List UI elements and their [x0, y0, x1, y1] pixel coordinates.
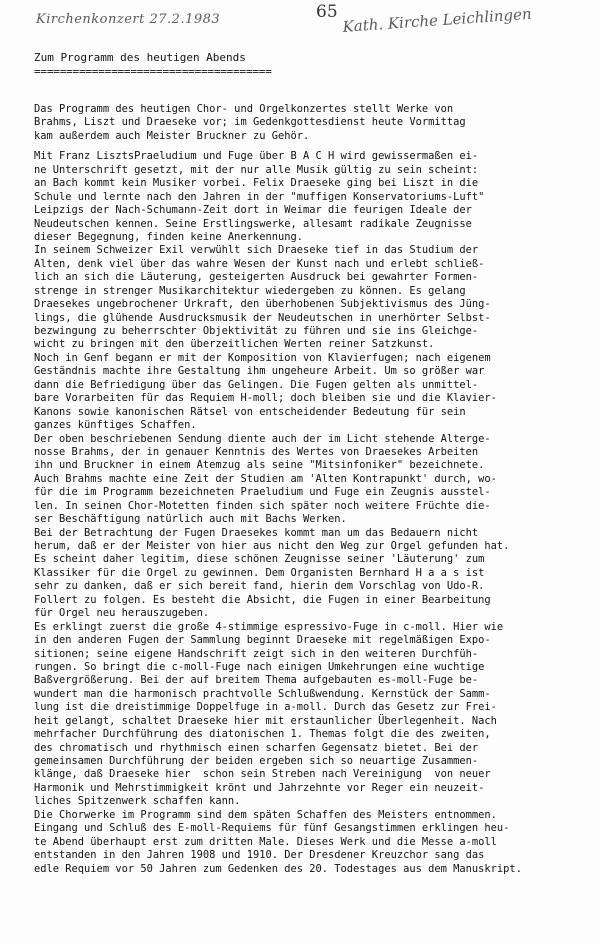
- text-line: Es erklingt zuerst die große 4-stimmige espressivo-Fuge in c-moll. Hier wie: [34, 620, 504, 633]
- paragraph-gap: [34, 143, 594, 150]
- text-line: sehr zu danken, daß er sich bereit fand, hierin dem Vorschlag von Udo-R.: [34, 580, 485, 593]
- text-line: wundert man die harmonisch prachtvolle Schlußwendung. Kernstück der Samm-: [34, 687, 491, 700]
- text-line: für Orgel neu herauszugeben.: [34, 607, 210, 620]
- text-line: Auch Brahms machte eine Zeit der Studien am 'Alten Kontrapunkt' durch, wo-: [34, 472, 497, 485]
- text-line: dann die Befriedigung über das Gelingen. Die Fugen gelten als unmittel-: [34, 378, 479, 391]
- text-line: Bei der Betrachtung der Fugen Draesekes kommt man um das Bedauern nicht: [34, 526, 479, 539]
- text-line: für die im Programm bezeichneten Praeludium und Fuge ein Zeugnis ausstel-: [34, 486, 491, 499]
- text-line: rungen. So bringt die c-moll-Fuge nach einigen Umkehrungen eine wuchtige: [34, 660, 485, 673]
- text-line: ganzes künftiges Schaffen.: [34, 419, 197, 432]
- text-line: Das Programm des heutigen Chor- und Orgelkonzertes stellt Werke von: [34, 103, 454, 115]
- text-line: Harmonik und Mehrstimmigkeit krönt und Jahrzehnte vor Reger ein neuzeit-: [34, 781, 485, 794]
- text-line: lich an sich die Läuterung, gesteigerten Ausdruck bei gewahrter Formen-: [34, 271, 479, 284]
- text-line: Kanons sowie kanonischen Rätsel von entscheidender Bedeutung für sein: [34, 405, 466, 418]
- text-line: Eingang und Schluß des E-moll-Requiems für fünf Gesangstimmen erklingen heu-: [34, 822, 510, 835]
- text-line: bare Vorarbeiten für das Requiem H-moll; doch bleiben sie und die Klavier-: [34, 392, 497, 405]
- text-line: entstanden in den Jahren 1908 und 1910. Der Dresdener Kreuzchor sang das: [34, 849, 485, 862]
- document-body: [34, 103, 594, 876]
- text-line: in den anderen Fugen der Sammlung beginnt Draeseke mit regelmäßigen Expo-: [34, 634, 491, 647]
- text-line: Alten, denk viel über das wahre Wesen der Kunst nach und erlebt schließ-: [34, 257, 485, 270]
- text-line: Es scheint daher legitim, diese schönen Zeugnisse seiner 'Läuterung' zum: [34, 553, 485, 566]
- text-line: Geständnis machte ihre Gestaltung ihm ungeheure Arbeit. Um so größer war: [34, 365, 485, 378]
- text-line: heit gelangt, schaltet Draeseke hier mit erstaunlicher Überlegenheit. Nach: [34, 714, 497, 727]
- text-line: liches Spitzenwerk schaffen kann.: [34, 795, 241, 808]
- text-line: Klassiker für die Orgel zu gewinnen. Dem Organisten Bernhard H a a s ist: [34, 566, 485, 579]
- text-line: Leipzigs der Nach-Schumann-Zeit dort in Weimar die feurigen Ideale der: [34, 204, 472, 217]
- text-line: Neudeutschen kennen. Seine Erstlingswerke, allesamt radikale Zeugnisse: [34, 217, 472, 230]
- text-line: Schule und lernte nach den Jahren in der "muffigen Konservatoriums-Luft": [34, 190, 485, 203]
- text-line: te Abend überhaupt erst zum dritten Male. Dieses Werk und die Messe a-moll: [34, 835, 497, 848]
- text-line: edle Requiem vor 50 Jahren zum Gedenken des 20. Todestages aus dem Manuskript.: [34, 862, 522, 875]
- text-line: lung ist die dreistimmige Doppelfuge in a-moll. Durch das Gesetz zur Frei-: [34, 701, 497, 714]
- text-line: Mit Franz LisztsPraeludium und Fuge über B A C H wird gewissermaßen ei-: [34, 150, 479, 163]
- text-line: klänge, daß Draeseke hier schon sein Streben nach Vereinigung von neuer: [34, 768, 491, 781]
- text-line: kam außerdem auch Meister Bruckner zu Gehör.: [34, 129, 310, 142]
- text-line: des chromatisch und rhythmisch einen scharfen Gegensatz bietet. Bei der: [34, 741, 479, 754]
- handwritten-date-note: Kirchenkonzert 27.2.1983: [36, 12, 221, 27]
- text-line: Die Chorwerke im Programm sind dem späten Schaffen des Meisters entnommen.: [34, 808, 497, 821]
- text-line: mehrfacher Durchführung des diatonischen 1. Themas folgt die des zweiten,: [34, 728, 491, 741]
- document-heading: Zum Programm des heutigen Abends: [34, 51, 246, 64]
- text-line: nosse Brahms, der in genauer Kenntnis des Wertes von Draesekes Arbeiten: [34, 445, 479, 458]
- text-line: dieser Begegnung, finden keine Anerkennung.: [34, 230, 303, 243]
- text-line: ne Unterschrift gesetzt, mit der nur alle Musik gültig zu sein scheint:: [34, 163, 479, 176]
- text-line: ser Beschäftigung natürlich auch mit Bachs Werken.: [34, 513, 347, 526]
- text-line: Draesekes ungebrochener Urkraft, den überhobenen Subjektivismus des Jüng-: [34, 298, 491, 311]
- handwritten-location-note: Kath. Kirche Leichlingen: [342, 4, 533, 36]
- text-line: Noch in Genf begann er mit der Komposition von Klavierfugen; nach eigenem: [34, 351, 491, 364]
- text-line: ihn und Bruckner in einem Atemzug als seine "Mitsinfoniker" bezeichnete.: [34, 459, 485, 472]
- heading-underline: =====================================: [34, 65, 272, 78]
- text-line: strenge in strenger Musikarchitektur wiedergeben zu können. Es gelang: [34, 284, 466, 297]
- text-line: Brahms, Liszt und Draeseke vor; im Gedenkgottesdienst heute Vormittag: [34, 116, 466, 129]
- text-line: Der oben beschriebenen Sendung diente auch der im Licht stehende Alterge-: [34, 432, 491, 445]
- text-line: gemeinsamen Durchführung der beiden ergeben sich so neuartige Zusammen-: [34, 755, 479, 767]
- text-line: In seinem Schweizer Exil verwühlt sich Draeseke tief in das Studium der: [34, 244, 479, 257]
- text-line: wicht zu bringen mit den überzeitlichen Werten reiner Satzkunst.: [34, 338, 435, 351]
- text-line: Baßvergrößerung. Bei der auf breitem Thema aufgebauten es-moll-Fuge be-: [34, 674, 479, 687]
- text-line: Follert zu folgen. Es besteht die Absicht, die Fugen in einer Bearbeitung: [34, 593, 491, 606]
- text-line: an Bach kommt kein Musiker vorbei. Felix Draeseke ging bei Liszt in die: [34, 177, 479, 190]
- text-line: lings, die glühende Ausdrucksmusik der Neudeutschen in unerhörter Selbst-: [34, 311, 491, 324]
- text-line: len. In seinen Chor-Motetten finden sich später noch weitere Früchte die-: [34, 499, 491, 512]
- text-line: bezwingung zu beherrschter Objektivität zu führen und sie ins Gleichge-: [34, 325, 479, 337]
- page-number: 65: [316, 2, 338, 22]
- text-line: sitionen; seine eigene Handschrift zeigt sich in den weiteren Durchfüh-: [34, 647, 479, 660]
- text-line: herum, daß er der Meister von hier aus nicht den Weg zur Orgel gefunden hat.: [34, 540, 510, 552]
